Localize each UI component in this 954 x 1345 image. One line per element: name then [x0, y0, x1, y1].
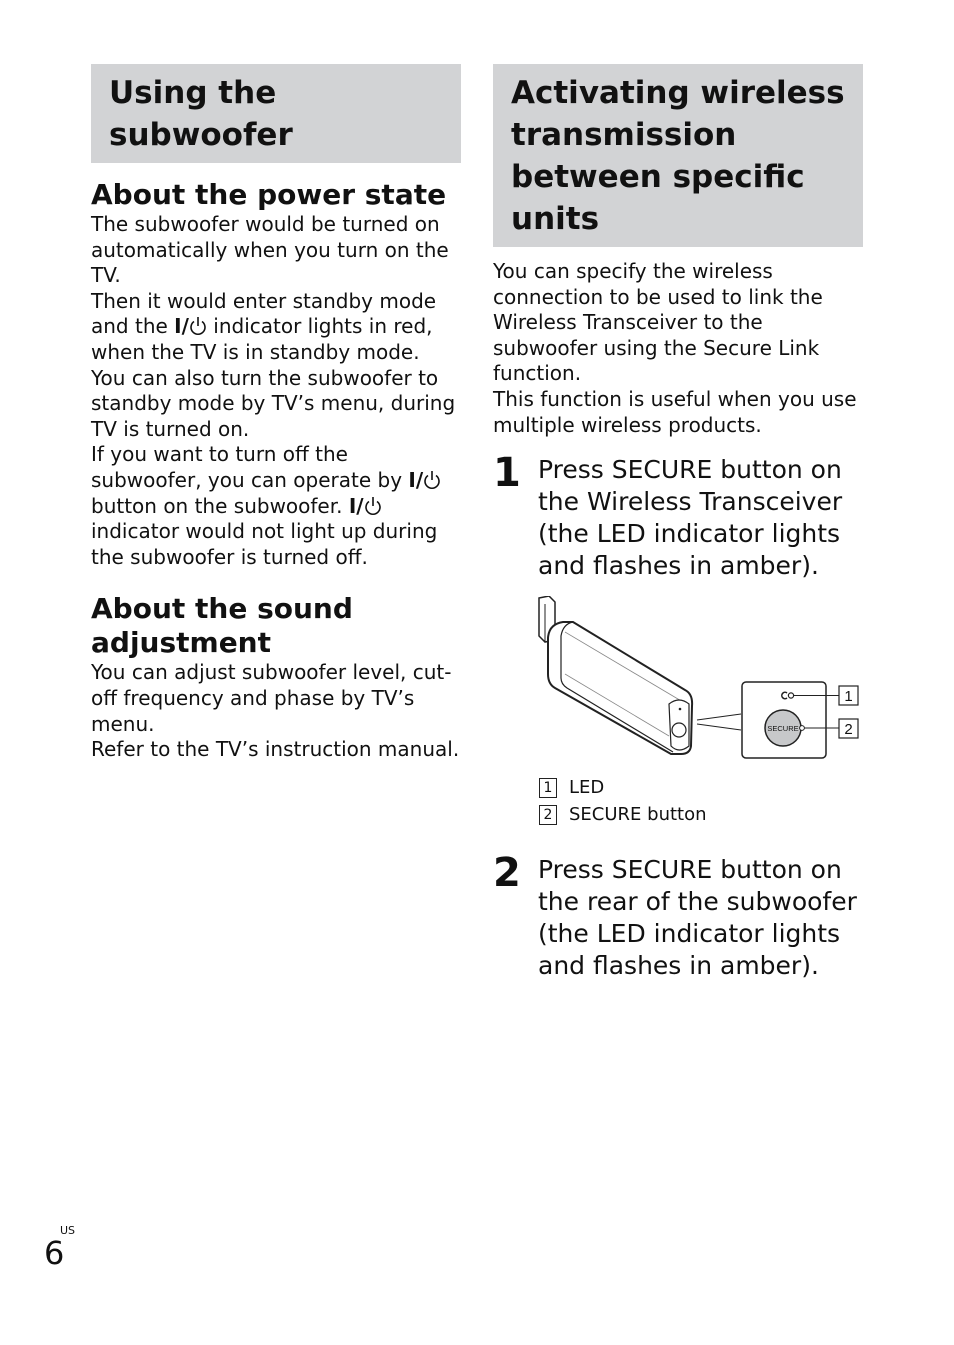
heading-sound-adjustment: About the sound adjustment	[91, 592, 353, 660]
intro-paragraph-1: You can specify the wireless connection to be used to link the Wireless Transceiver to the subwoofer using the Secure Link function.	[493, 259, 823, 386]
right-column	[493, 64, 863, 982]
step-text: Press SECURE button on the Wireless Transceiver (the LED indicator lights and flashes in amber).	[538, 455, 843, 581]
wireless-transceiver-illustration	[493, 596, 863, 766]
step-text: Press SECURE button on the rear of the subwoofer (the LED indicator lights and flashes in amber).	[538, 855, 857, 981]
sound-paragraph-1: You can adjust subwoofer level, cut-off frequency and phase by TV’s menu.	[91, 660, 452, 736]
callout-label: LED	[569, 777, 605, 799]
power-paragraph-4: If you want to turn off the subwoofer, you can operate by I/ button on the subwoofer. I/ indicator would not light up during the subwoofer is turned off.	[91, 442, 461, 570]
callout-marker-1	[839, 686, 858, 705]
heading-power-state: About the power state	[91, 178, 447, 211]
section-title-activating-wireless: Activating wireless transmission between specific units	[493, 64, 863, 247]
svg-text:SECURE: SECURE	[767, 724, 799, 734]
detail-inset	[742, 682, 826, 758]
power-icon	[189, 316, 207, 336]
callout-marker-2	[839, 719, 858, 738]
section-title-using-subwoofer: Using the subwoofer	[91, 64, 461, 163]
callout-number: 1	[539, 778, 557, 798]
step-1	[493, 450, 863, 582]
page-region-label: US	[60, 1224, 76, 1237]
svg-text:2: 2	[844, 721, 853, 739]
svg-text:1: 1	[844, 688, 853, 706]
power-paragraph-1: The subwoofer would be turned on automatically when you turn on the TV.	[91, 212, 449, 288]
sound-paragraph-2: Refer to the TV’s instruction manual.	[91, 737, 460, 762]
page-number: 6	[44, 1234, 65, 1272]
step-number: 1	[493, 450, 521, 497]
power-icon	[364, 496, 382, 516]
callout-number: 2	[539, 805, 557, 825]
transceiver-body	[548, 622, 692, 754]
power-paragraph-2: Then it would enter standby mode and the I/ indicator lights in red, when the TV is in standby mode.	[91, 288, 437, 364]
left-column	[91, 64, 461, 763]
callout-label: SECURE button	[569, 804, 707, 826]
intro-paragraph-2: This function is useful when you use multiple wireless products.	[493, 386, 857, 437]
step-2	[493, 850, 863, 982]
power-paragraph-3: You can also turn the subwoofer to standby mode by TV’s menu, during TV is turned on.	[91, 365, 456, 441]
step-number: 2	[493, 850, 521, 897]
callout-item	[539, 774, 863, 801]
callout-legend	[539, 774, 863, 828]
power-icon	[423, 470, 441, 490]
callout-item	[539, 801, 863, 828]
